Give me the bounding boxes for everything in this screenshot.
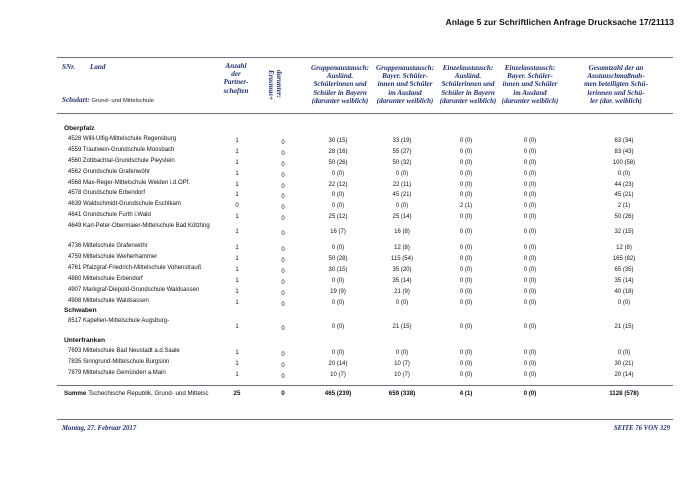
header-line: Bayer. Schüler-	[382, 72, 428, 81]
partnerschaften-cell: 0	[235, 203, 239, 210]
single-out-cell: 0 (0)	[523, 245, 537, 252]
total-cell: 63 (34)	[614, 138, 634, 144]
partnerschaften-cell: 1	[235, 159, 239, 166]
group-out-cell: 55 (27)	[392, 148, 412, 155]
table-row	[60, 316, 670, 336]
table-row	[60, 296, 670, 307]
erasmus-cell: 0	[281, 279, 285, 286]
document-title: Anlage 5 zur Schriftlichen Anfrage Drucksache 17/21113	[445, 17, 674, 27]
group-in-cell: 10 (7)	[330, 372, 346, 379]
group-in-cell: 19 (9)	[330, 288, 346, 295]
erasmus-cell: 0	[281, 258, 285, 265]
group-in-cell: 0 (0)	[331, 299, 345, 306]
partnerschaften-cell: 1	[235, 288, 239, 295]
single-in-cell: 0 (0)	[459, 372, 473, 379]
school-name: 4528 Willi-Ulfig-Mittelschule Regensburg	[68, 136, 177, 142]
summary-rule	[57, 385, 673, 386]
school-name: 4649 Karl-Peter-Obermaier-Mittelschule Bad Kötzting	[68, 223, 210, 230]
summary-col1: 465 (239)	[324, 390, 352, 397]
group-in-cell: 16 (7)	[330, 229, 346, 236]
table-row	[60, 221, 670, 241]
table-row	[60, 368, 670, 379]
partnerschaften-cell: 1	[235, 214, 239, 221]
single-out-cell: 0 (0)	[523, 138, 537, 144]
total-cell: 83 (43)	[614, 148, 634, 155]
group-in-cell: 20 (14)	[328, 361, 348, 368]
header-line: schaften	[223, 86, 249, 95]
footer-rule	[57, 419, 673, 420]
header-line: innen und Schüler	[502, 80, 558, 89]
group-header	[60, 306, 670, 316]
group-in-cell: 0 (0)	[331, 350, 345, 357]
table-row	[60, 210, 670, 221]
school-name: 4880 Mittelschule Erbendorf	[68, 275, 143, 282]
table-row	[60, 274, 670, 285]
group-name: Oberpfalz	[64, 125, 95, 132]
header-top-rule	[57, 57, 673, 58]
group-in-cell: 0 (0)	[331, 192, 345, 199]
group-in-cell: 50 (28)	[328, 256, 348, 263]
summary-col2: 659 (338)	[388, 390, 416, 397]
total-cell: 12 (8)	[616, 245, 632, 252]
table-row	[60, 357, 670, 368]
summary-label	[64, 390, 208, 397]
table-row	[60, 167, 670, 178]
single-in-cell: 0 (0)	[459, 277, 473, 284]
single-out-cell: 0 (0)	[523, 214, 537, 221]
footer-page-number: SEITE 76 VON 329	[613, 425, 670, 432]
single-in-cell: 0 (0)	[459, 266, 473, 273]
single-in-cell: 0 (0)	[459, 256, 473, 263]
single-out-cell: 0 (0)	[523, 159, 537, 166]
group-in-cell: 50 (26)	[328, 159, 348, 166]
erasmus-cell: 0	[281, 352, 285, 359]
total-cell: 30 (21)	[614, 361, 634, 368]
group-out-cell: 21 (9)	[394, 288, 410, 295]
single-in-cell: 0 (0)	[459, 138, 473, 144]
header-line: ler (dar. weiblich)	[590, 96, 642, 105]
table-row	[60, 285, 670, 296]
header-line: (darunter weiblich)	[439, 96, 497, 105]
partnerschaften-cell: 1	[235, 266, 239, 273]
single-in-cell: 0 (0)	[459, 361, 473, 368]
summary-col3: 4 (1)	[459, 390, 473, 397]
single-in-cell: 0 (0)	[459, 159, 473, 166]
header-schulart	[62, 96, 154, 105]
header-line: im Ausland	[388, 88, 422, 97]
school-name: 4761 Pfalzgraf-Friedrich-Mittelschule Vohenstrauß	[68, 264, 202, 271]
table-row	[60, 178, 670, 189]
header-land: Land	[90, 63, 106, 71]
school-name: 7693 Mittelschule Bad Neustadt a.d.Saale	[68, 348, 180, 355]
header-line: (darunter weiblich)	[376, 96, 434, 105]
erasmus-cell: 0	[281, 231, 285, 238]
total-cell: 50 (26)	[614, 214, 634, 221]
table-row	[60, 346, 670, 357]
single-in-cell: 0 (0)	[459, 148, 473, 155]
header-line: Schüler in Bayern	[313, 88, 367, 97]
header-line: lerinnen und Schü-	[587, 88, 645, 97]
school-name: 4639 Waldschmidt-Grundschule Eschlkam	[68, 201, 181, 208]
summary-partnerschaften: 25	[233, 390, 241, 397]
group-out-cell: 10 (7)	[394, 361, 410, 368]
school-name: 4908 Mittelschule Waldsassen	[68, 297, 149, 304]
summary-sublabel: Tschechische Republik, Grund- und Mittelsc	[88, 390, 209, 397]
single-in-cell: 2 (1)	[459, 203, 473, 210]
total-cell: 35 (14)	[614, 277, 634, 284]
group-out-cell: 10 (7)	[394, 372, 410, 379]
school-name: 4559 Trautwein-Grundschule Moosbach	[68, 146, 175, 153]
erasmus-cell: 0	[281, 150, 285, 157]
partnerschaften-cell: 1	[235, 277, 239, 284]
table-row	[60, 156, 670, 167]
header-line: Ausländ.	[326, 72, 354, 81]
header-line: Gruppenaustausch:	[311, 64, 369, 72]
table-row	[60, 145, 670, 156]
total-cell: 44 (23)	[614, 181, 634, 188]
header-col-group-out	[372, 64, 438, 105]
group-out-cell: 22 (11)	[392, 181, 412, 188]
partnerschaften-cell: 1	[235, 245, 239, 252]
total-cell: 21 (15)	[614, 324, 634, 331]
group-out-cell: 45 (21)	[392, 192, 412, 199]
single-in-cell: 0 (0)	[459, 324, 473, 331]
header-line: (darunter weiblich)	[311, 96, 369, 105]
group-in-cell: 25 (12)	[328, 214, 348, 221]
single-out-cell: 0 (0)	[523, 181, 537, 188]
single-in-cell: 0 (0)	[459, 192, 473, 199]
total-cell: 100 (58)	[612, 159, 636, 166]
group-out-cell: 0 (0)	[395, 350, 409, 357]
partnerschaften-cell: 1	[235, 324, 239, 331]
summary-col5: 1128 (578)	[609, 390, 639, 397]
erasmus-cell: 0	[281, 140, 285, 146]
school-name: 4578 Grundschule Erbendorf	[68, 190, 146, 197]
group-out-cell: 0 (0)	[395, 299, 409, 306]
single-in-cell: 0 (0)	[459, 245, 473, 252]
group-in-cell: 0 (0)	[331, 203, 345, 210]
header-col-single-in	[436, 64, 500, 105]
single-out-cell: 0 (0)	[523, 288, 537, 295]
table-row	[60, 199, 670, 210]
partnerschaften-cell: 1	[235, 361, 239, 368]
school-name: 4641 Grundschule Furth i.Wald	[68, 212, 151, 219]
single-out-cell: 0 (0)	[523, 361, 537, 368]
school-name: 7835 Sinngrund-Mittelschule Burgsinn	[68, 359, 170, 366]
school-name: 8517 Kapellen-Mittelschule Augsburg-	[68, 318, 170, 325]
erasmus-cell: 0	[281, 290, 285, 297]
group-out-cell: 35 (14)	[392, 277, 412, 284]
summary-col4: 0 (0)	[523, 390, 537, 397]
group-in-cell: 0 (0)	[331, 324, 345, 331]
group-out-cell: 25 (14)	[392, 214, 412, 221]
group-header	[60, 124, 670, 134]
summary-label-text: Summe	[64, 390, 87, 397]
header-line: Anzahl	[225, 62, 247, 70]
partnerschaften-cell: 1	[235, 299, 239, 306]
group-out-cell: 115 (54)	[391, 256, 413, 263]
erasmus-cell: 0	[281, 161, 285, 168]
erasmus-cell: 0	[281, 326, 285, 333]
total-cell: 165 (82)	[612, 256, 636, 263]
header-line: Erasmus+	[266, 70, 275, 101]
single-out-cell: 0 (0)	[523, 170, 537, 177]
group-in-cell: 28 (16)	[328, 148, 348, 155]
header-erasmus	[266, 70, 283, 110]
header-line: innen und Schüler	[377, 80, 433, 89]
school-name: 4560 Zottbachtal-Grundschule Pleystein	[68, 157, 175, 164]
erasmus-cell: 0	[281, 301, 285, 308]
single-out-cell: 0 (0)	[523, 277, 537, 284]
exchange-table	[60, 124, 670, 379]
school-name: 4759 Mittelschule Weiherhammer	[68, 254, 158, 261]
single-in-cell: 0 (0)	[459, 350, 473, 357]
single-out-cell: 0 (0)	[523, 229, 537, 236]
header-line: Bayer. Schüler-	[507, 72, 553, 81]
group-out-cell: 0 (0)	[395, 203, 409, 210]
group-in-cell: 30 (15)	[328, 266, 348, 273]
footer-date: Montag, 27. Februar 2017	[62, 425, 137, 432]
partnerschaften-cell: 1	[235, 192, 239, 199]
total-cell: 32 (15)	[614, 229, 634, 236]
header-partnerschaften	[215, 62, 257, 95]
single-in-cell: 0 (0)	[459, 299, 473, 306]
single-out-cell: 0 (0)	[523, 350, 537, 357]
erasmus-cell: 0	[281, 216, 285, 223]
partnerschaften-cell: 1	[235, 350, 239, 357]
header-line: Einzelaustausch:	[504, 64, 556, 72]
erasmus-cell: 0	[281, 183, 285, 190]
single-in-cell: 0 (0)	[459, 229, 473, 236]
partnerschaften-cell: 1	[235, 372, 239, 379]
group-name: Schwaben	[64, 307, 97, 315]
total-cell: 20 (14)	[614, 372, 634, 379]
single-out-cell: 0 (0)	[523, 256, 537, 263]
single-in-cell: 0 (0)	[459, 288, 473, 295]
erasmus-cell: 0	[281, 268, 285, 275]
table-row	[60, 252, 670, 263]
header-line: (darunter weiblich)	[501, 96, 559, 105]
single-out-cell: 0 (0)	[523, 372, 537, 379]
total-cell: 0 (0)	[617, 170, 631, 177]
single-out-cell: 0 (0)	[523, 324, 537, 331]
group-out-cell: 12 (8)	[394, 245, 410, 252]
table-row	[60, 134, 670, 145]
header-col-single-out	[497, 64, 563, 105]
partnerschaften-cell: 1	[235, 148, 239, 155]
total-cell: 0 (0)	[617, 350, 631, 357]
partnerschaften-cell: 1	[235, 181, 239, 188]
summary-erasmus: 0	[281, 390, 285, 397]
header-line: Austauschmaßnah-	[587, 72, 645, 81]
schulart-label: Schulart:	[62, 96, 90, 104]
group-in-cell: 0 (0)	[331, 170, 345, 177]
erasmus-cell: 0	[281, 194, 285, 201]
group-header	[60, 336, 670, 346]
school-name: 4568 Max-Reger-Mittelschule Weiden i.d.OPf.	[68, 179, 190, 186]
group-in-cell: 30 (15)	[328, 138, 348, 144]
erasmus-cell: 0	[281, 205, 285, 212]
group-in-cell: 0 (0)	[331, 245, 345, 252]
total-cell: 0 (0)	[617, 299, 631, 306]
partnerschaften-cell: 1	[235, 170, 239, 177]
table-row	[60, 263, 670, 274]
group-out-cell: 16 (8)	[394, 229, 410, 236]
header-line: Gruppenaustausch:	[376, 64, 434, 72]
single-out-cell: 0 (0)	[523, 148, 537, 155]
school-name: 7879 Mittelschule Gemünden a.Main	[68, 370, 166, 377]
group-out-cell: 0 (0)	[395, 170, 409, 177]
group-out-cell: 50 (32)	[392, 159, 412, 166]
single-out-cell: 0 (0)	[523, 203, 537, 210]
partnerschaften-cell: 1	[235, 138, 239, 144]
header-line: im Ausland	[513, 88, 547, 97]
header-col-group-in	[307, 64, 373, 105]
erasmus-cell: 0	[281, 363, 285, 370]
header-bottom-rule	[57, 113, 673, 114]
total-cell: 2 (1)	[617, 203, 631, 210]
total-cell: 40 (18)	[614, 288, 634, 295]
school-name: 4736 Mittelschule Grafenwöhr	[68, 243, 148, 250]
header-line: men beteiligten Schü-	[584, 80, 648, 89]
group-out-cell: 21 (15)	[392, 324, 412, 331]
group-in-cell: 0 (0)	[331, 277, 345, 284]
header-line: Schülerinnen und	[441, 80, 495, 89]
schulart-value: Grund- und Mittelschule	[91, 98, 154, 104]
group-out-cell: 33 (19)	[392, 138, 412, 144]
erasmus-cell: 0	[281, 247, 285, 254]
single-out-cell: 0 (0)	[523, 299, 537, 306]
header-snr: SNr.	[62, 63, 76, 71]
header-line: Gesamtzahl der an	[588, 64, 644, 72]
group-out-cell: 35 (20)	[392, 266, 412, 273]
group-name: Unterfranken	[64, 337, 106, 345]
single-in-cell: 0 (0)	[459, 181, 473, 188]
single-in-cell: 0 (0)	[459, 214, 473, 221]
header-line: Ausländ.	[454, 72, 482, 81]
total-cell: 45 (21)	[614, 192, 634, 199]
table-row	[60, 241, 670, 252]
group-in-cell: 22 (12)	[328, 181, 348, 188]
header-line: darunter:	[275, 70, 283, 98]
total-cell: 65 (35)	[614, 266, 634, 273]
erasmus-cell: 0	[281, 172, 285, 179]
header-line: Schülerinnen und	[313, 80, 367, 89]
single-out-cell: 0 (0)	[523, 192, 537, 199]
school-name: 4562 Grundschule Grafenwöhr	[68, 168, 151, 175]
erasmus-cell: 0	[281, 374, 285, 381]
header-line: der	[231, 70, 241, 79]
school-name: 4907 Markgraf-Diepold-Grundschule Waldsassen	[68, 286, 200, 293]
single-in-cell: 0 (0)	[459, 170, 473, 177]
table-row	[60, 188, 670, 199]
header-line: Partner-	[223, 78, 249, 87]
header-line: Einzelaustausch:	[442, 64, 494, 72]
partnerschaften-cell: 1	[235, 256, 239, 263]
partnerschaften-cell: 1	[235, 229, 239, 236]
header-col-total	[562, 64, 670, 105]
header-line: Schüler in Bayern	[441, 88, 495, 97]
single-out-cell: 0 (0)	[523, 266, 537, 273]
summary-row	[60, 388, 670, 398]
